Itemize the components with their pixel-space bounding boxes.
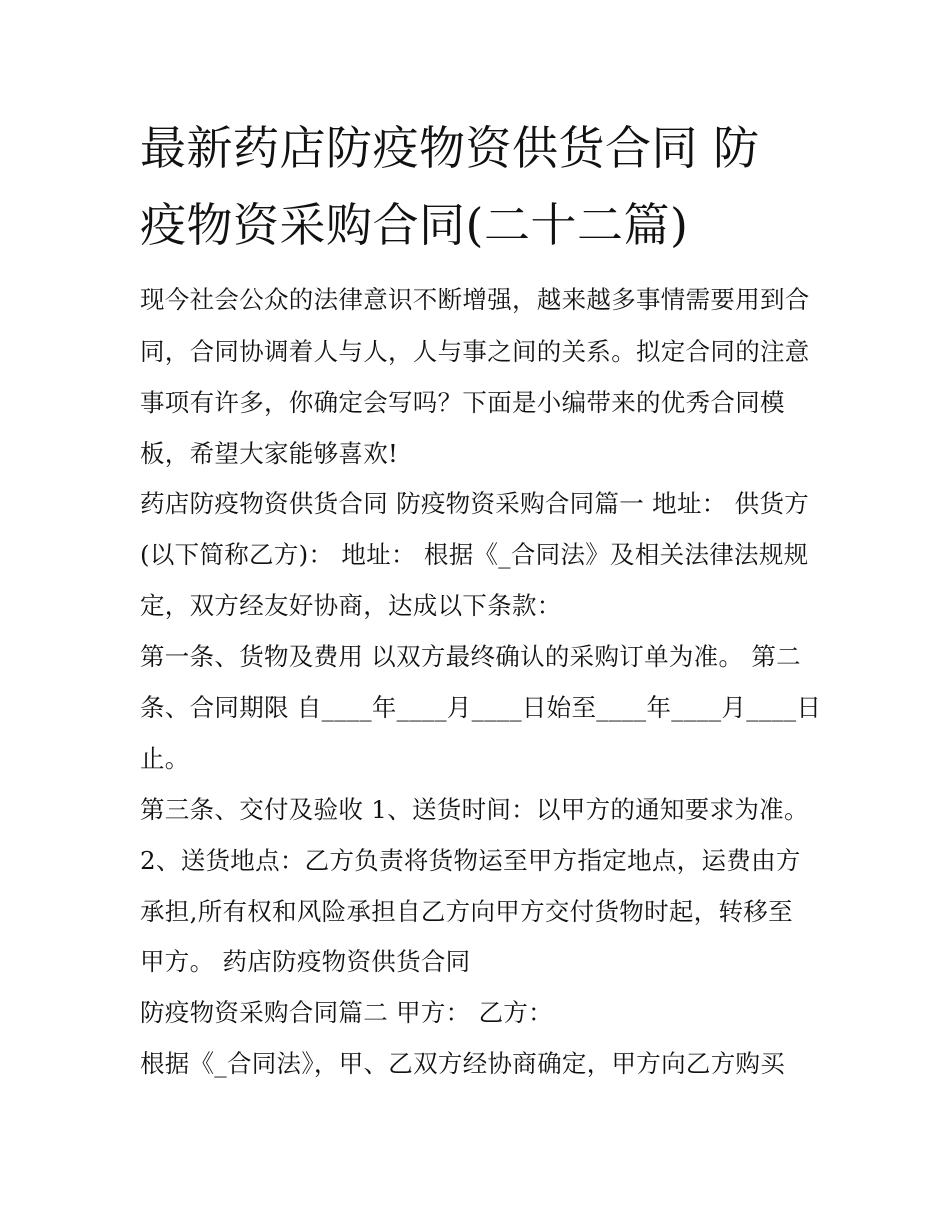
body-line: 现今社会公众的法律意识不断增强，越来越多事情需要用到合 <box>140 285 810 314</box>
body-line: 根据《_合同法》，甲、乙双方经协商确定，甲方向乙方购买 <box>140 1049 786 1078</box>
body-line: 2、送货地点：乙方负责将货物运至甲方指定地点，运费由方 <box>140 846 801 875</box>
body-line: 条、合同期限 自____年____月____日始至____年____月____日 <box>140 693 822 722</box>
body-line: 承担,所有权和风险承担自乙方向甲方交付货物时起，转移至 <box>140 897 793 926</box>
body-line: 定，双方经友好协商，达成以下条款： <box>140 591 562 620</box>
body-line: 板，希望大家能够喜欢! <box>140 439 399 468</box>
document-title-line-2: 疫物资采购合同(二十二篇) <box>140 198 689 252</box>
body-line: 事项有许多，你确定会写吗？下面是小编带来的优秀合同模 <box>140 388 785 417</box>
body-line: 防疫物资采购合同篇二 甲方： 乙方： <box>140 998 553 1027</box>
body-line: 第一条、货物及费用 以双方最终确认的采购订单为准。 第二 <box>140 642 801 671</box>
document-title-line-1: 最新药店防疫物资供货合同 防 <box>140 121 760 175</box>
body-line: 止。 <box>140 744 190 773</box>
body-line: 第三条、交付及验收 1、送货时间：以甲方的通知要求为准。 <box>140 795 809 824</box>
body-line: (以下简称乙方)： 地址： 根据《_合同法》及相关法律法规规 <box>140 540 809 569</box>
body-line: 药店防疫物资供货合同 防疫物资采购合同篇一 地址： 供货方 <box>140 489 810 518</box>
body-line: 同，合同协调着人与人，人与事之间的关系。拟定合同的注意 <box>140 337 810 366</box>
body-line: 甲方。 药店防疫物资供货合同 <box>140 947 471 976</box>
